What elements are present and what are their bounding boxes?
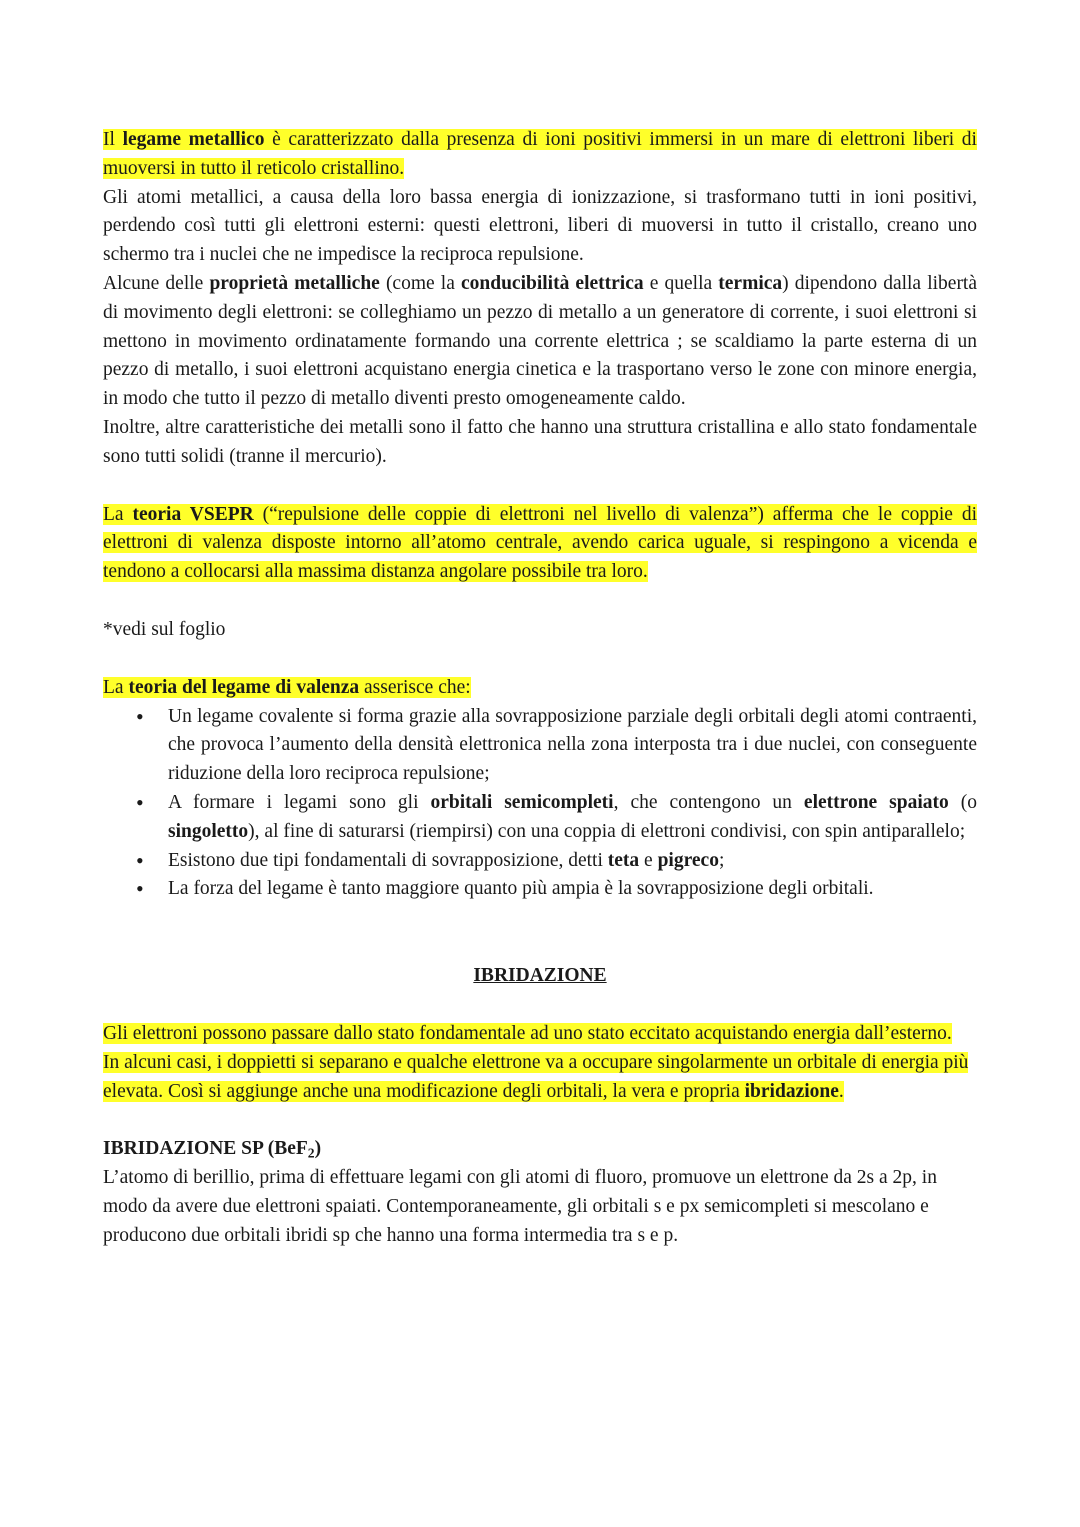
valence-bond-section <box>103 674 977 904</box>
hybridization-paragraph <box>103 1020 977 1106</box>
note-vedi-sul-foglio: *vedi sul foglio <box>103 618 226 640</box>
list-item: • Un legame covalente si forma grazie alla sovrapposizione parziale degli orbitali degli atomi contraenti, che provoca l’aumento della densità elettronica nella zona interposta tra i due nuclei, con conseguente riduzione della loro reciproca repulsione; <box>103 703 977 789</box>
highlight: La teoria VSEPR (“repulsione delle coppie di elettroni nel livello di valenza”) afferma che le coppie di elettroni di valenza disposte intorno all’atomo centrale, avendo carica uguale, si respingono a vicenda e tendono a collocarsi alla massima distanza angolare possibile tra loro. <box>103 503 977 583</box>
metallic-properties-paragraph: Alcune delle proprietà metalliche (come la conducibilità elettrica e quella termica) dipendono dalla libertà di movimento degli elettroni: se colleghiamo un pezzo di metallo a un generatore di corrente, i suoi elettroni si mettono in movimento ordinatamente formando una corrente elettrica ; se scaldiamo la parte esterna di un pezzo di metallo, i suoi elettroni acquistano energia cinetica e la trasportano verso le zone con minore energia, in modo che tutto il pezzo di metallo diventi presto omogeneamente caldo. <box>103 272 978 410</box>
document-page <box>103 126 977 1251</box>
sp-hybridization-heading: IBRIDAZIONE SP (BeF$_2$) <box>103 1138 322 1161</box>
highlight: Il legame metallico è caratterizzato dalla presenza di ioni positivi immersi in un mare di elettroni liberi di muoversi in tutto il reticolo cristallino. <box>103 129 977 179</box>
term-legame-metallico: legame metallico <box>122 129 265 150</box>
term-ibridazione: ibridazione <box>744 1080 839 1102</box>
highlight: Gli elettroni possono passare dallo stato fondamentale ad uno stato eccitato acquistando energia dall’esterno. In alcuni casi, i doppietti si separano e qualche elettrone va a occupare singolarmente un orbitale di energia più elevata. Così si aggiunge anche una modificazione degli orbitali, la vera e propria ibridazione. <box>103 1022 969 1102</box>
term-termica: termica <box>718 272 783 294</box>
metallic-bond-definition <box>103 126 977 184</box>
vsepr-definition <box>103 501 977 587</box>
sp-hybridization-paragraph: L’atomo di berillio, prima di effettuare legami con gli atomi di fluoro, promuove un elettrone da 2s a 2p, in modo da avere due elettroni spaiati. Contemporaneamente, gli orbitali s e px semicompleti si mescolano e producono due orbitali ibridi sp che hanno una forma intermedia tra s e p. <box>103 1167 937 1246</box>
term-teoria-vsepr: teoria VSEPR <box>132 503 254 525</box>
term-conducibilita-elettrica: conducibilità elettrica <box>460 272 644 294</box>
valence-bond-intro <box>103 674 977 703</box>
term-proprieta-metalliche: proprietà metalliche <box>209 272 380 294</box>
valence-bond-list <box>103 703 977 905</box>
metallic-paragraph-ionization: Gli atomi metallici, a causa della loro bassa energia di ionizzazione, si trasformano tutti in ioni positivi, perdendo così tutti gli elettroni esterni: questi elettroni, liberi di muoversi in tutto il cristallo, creano uno schermo tra i nuclei che ne impedisce la reciproca repulsione. <box>103 186 977 266</box>
list-item: • A formare i legami sono gli orbitali semicompleti, che contengono un elettrone spaiato (o singoletto), al fine di saturarsi (riempirsi) con una coppia di elettroni condivisi, con spin antiparallelo; <box>103 789 977 847</box>
term-teoria-legame-valenza: teoria del legame di valenza <box>128 676 360 698</box>
metallic-characteristics-paragraph: Inoltre, altre caratteristiche dei metalli sono il fatto che hanno una struttura cristallina e allo stato fondamentale sono tutti solidi (tranne il mercurio). <box>103 416 977 467</box>
section-title-ibridazione: IBRIDAZIONE <box>473 965 607 987</box>
list-item: • Esistono due tipi fondamentali di sovrapposizione, detti teta e pigreco; <box>103 847 977 876</box>
metallic-bond-section <box>103 126 977 472</box>
list-item: • La forza del legame è tanto maggiore quanto più ampia è la sovrapposizione degli orbitali. <box>103 875 977 904</box>
highlight: La teoria del legame di valenza asserisce che: <box>103 676 471 698</box>
